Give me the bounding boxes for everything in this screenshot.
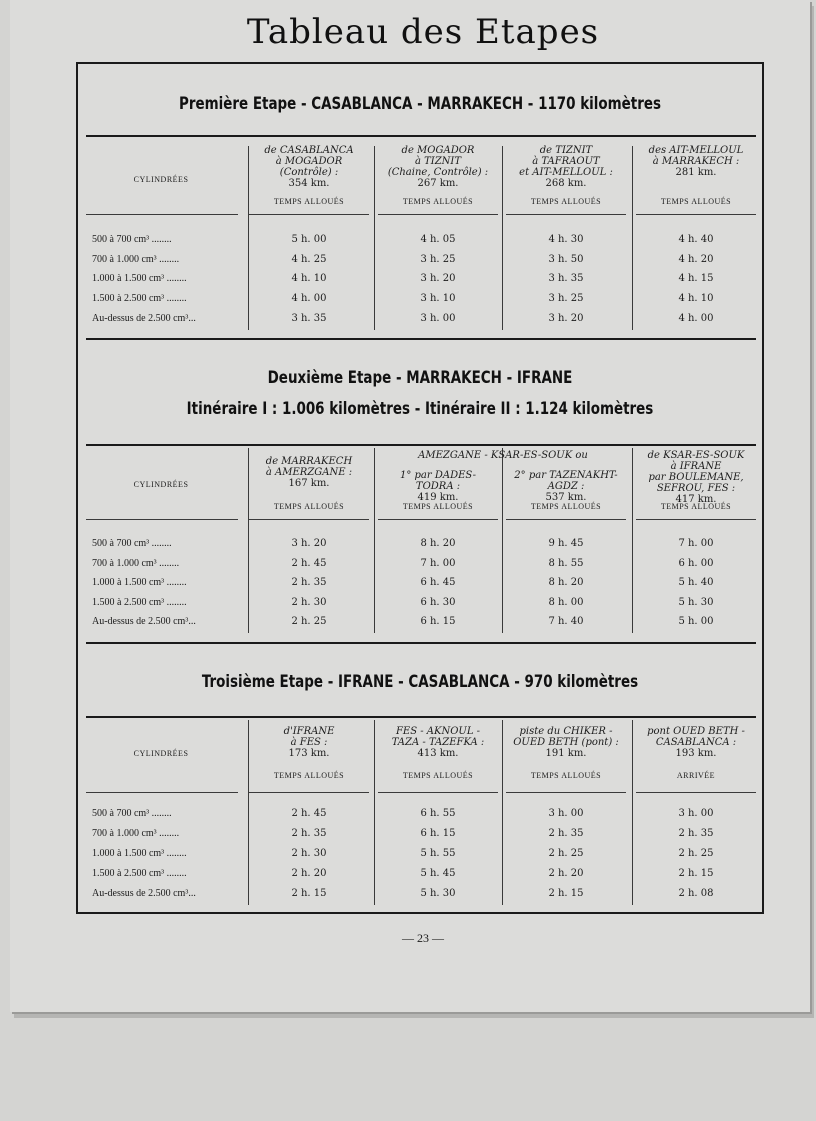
cylinder-range-label: Au-dessus de 2.500 cm³... <box>92 616 196 627</box>
column-header-line: d'IFRANE <box>283 726 335 737</box>
page-number: — 23 — <box>402 931 444 945</box>
header-underline <box>636 519 756 520</box>
cylinder-range-label: 700 à 1.000 cm³ ........ <box>92 254 180 265</box>
cylindrees-header: CYLINDRÉES <box>133 175 189 184</box>
column-distance: 413 km. <box>417 748 459 759</box>
column-header-line: à IFRANE <box>670 461 722 472</box>
cylindrees-header: CYLINDRÉES <box>133 749 189 758</box>
time-cell: 3 h. 20 <box>291 538 327 549</box>
time-cell: 8 h. 00 <box>548 597 584 608</box>
time-cell: 5 h. 45 <box>420 868 456 879</box>
time-cell: 6 h. 45 <box>420 577 456 588</box>
temps-alloues-label: ARRIVÉE <box>676 771 716 780</box>
time-cell: 4 h. 25 <box>291 254 327 265</box>
cylindrees-header: CYLINDRÉES <box>133 480 189 489</box>
section-bottom-rule <box>86 912 756 914</box>
time-cell: 3 h. 00 <box>548 808 584 819</box>
time-cell: 3 h. 20 <box>548 313 584 324</box>
column-header <box>502 470 630 503</box>
header-underline <box>506 792 626 793</box>
time-cell: 2 h. 35 <box>678 828 714 839</box>
temps-alloues-label: TEMPS ALLOUÉS <box>402 771 474 780</box>
temps-alloues-label: TEMPS ALLOUÉS <box>660 502 732 511</box>
column-distance: 281 km. <box>675 167 717 178</box>
column-header-line: (Contrôle) : <box>279 167 339 178</box>
time-cell: 4 h. 00 <box>678 313 714 324</box>
column-header <box>502 145 630 189</box>
time-cell: 5 h. 30 <box>678 597 714 608</box>
column-distance: 167 km. <box>288 478 330 489</box>
header-underline <box>249 519 369 520</box>
time-cell: 3 h. 20 <box>420 273 456 284</box>
stage-title: Première Etape - CASABLANCA - MARRAKECH - 1170 kilomètres <box>178 94 662 114</box>
column-header-line: à MOGADOR <box>275 156 343 167</box>
time-cell: 7 h. 00 <box>420 558 456 569</box>
time-cell: 8 h. 20 <box>548 577 584 588</box>
column-distance: 354 km. <box>288 178 330 189</box>
time-cell: 2 h. 25 <box>678 848 714 859</box>
time-cell: 7 h. 00 <box>678 538 714 549</box>
header-underline <box>378 519 498 520</box>
column-header-line: de TIZNIT <box>539 145 593 156</box>
time-cell: 3 h. 10 <box>420 293 456 304</box>
time-cell: 2 h. 30 <box>291 597 327 608</box>
time-cell: 2 h. 08 <box>678 888 714 899</box>
time-cell: 6 h. 30 <box>420 597 456 608</box>
column-header-line: 2° par TAZENAKHT- <box>514 470 618 481</box>
temps-alloues-label: TEMPS ALLOUÉS <box>530 502 602 511</box>
header-underline <box>506 214 626 215</box>
group-header: AMEZGANE - KSAR-ES-SOUK ou <box>418 450 588 461</box>
time-cell: 3 h. 00 <box>678 808 714 819</box>
time-cell: 2 h. 20 <box>291 868 327 879</box>
time-cell: 6 h. 15 <box>420 828 456 839</box>
time-cell: 2 h. 35 <box>291 828 327 839</box>
time-cell: 2 h. 15 <box>548 888 584 899</box>
section-top-rule <box>86 135 756 137</box>
column-header-line: OUED BETH (pont) : <box>513 737 619 748</box>
section-top-rule <box>86 716 756 718</box>
page-title: Tableau des Etapes <box>246 12 600 52</box>
header-underline <box>506 519 626 520</box>
cylinder-range-label: 1.000 à 1.500 cm³ ........ <box>92 577 187 588</box>
column-header-line: piste du CHIKER - <box>519 726 613 737</box>
temps-alloues-label: TEMPS ALLOUÉS <box>273 502 345 511</box>
time-cell: 4 h. 15 <box>678 273 714 284</box>
time-cell: 5 h. 40 <box>678 577 714 588</box>
cylinder-range-label: 1.500 à 2.500 cm³ ........ <box>92 868 187 879</box>
column-distance: 191 km. <box>545 748 587 759</box>
cylinder-range-label: Au-dessus de 2.500 cm³... <box>92 313 196 324</box>
time-cell: 2 h. 45 <box>291 558 327 569</box>
cylinder-range-label: 500 à 700 cm³ ........ <box>92 234 172 245</box>
cylinder-range-label: 1.500 à 2.500 cm³ ........ <box>92 293 187 304</box>
column-header-line: et AIT-MELLOUL : <box>519 167 613 178</box>
cylinder-range-label: 700 à 1.000 cm³ ........ <box>92 558 180 569</box>
header-underline <box>636 214 756 215</box>
time-cell: 2 h. 35 <box>548 828 584 839</box>
column-header <box>245 145 373 189</box>
column-header-line: de MARRAKECH <box>265 456 353 467</box>
time-cell: 2 h. 35 <box>291 577 327 588</box>
column-header-line: de KSAR-ES-SOUK <box>647 450 745 461</box>
stage-title: Troisième Etape - IFRANE - CASABLANCA - 970 kilomètres <box>201 672 639 692</box>
cylinder-range-label: 1.500 à 2.500 cm³ ........ <box>92 597 187 608</box>
temps-alloues-label: TEMPS ALLOUÉS <box>530 197 602 206</box>
section-top-rule <box>86 444 756 446</box>
temps-alloues-label: TEMPS ALLOUÉS <box>273 771 345 780</box>
time-cell: 4 h. 00 <box>291 293 327 304</box>
time-cell: 3 h. 25 <box>548 293 584 304</box>
header-underline <box>86 519 238 520</box>
time-cell: 5 h. 30 <box>420 888 456 899</box>
section-bottom-rule <box>86 338 756 340</box>
time-cell: 5 h. 00 <box>678 616 714 627</box>
column-header-line: de MOGADOR <box>401 145 475 156</box>
time-cell: 3 h. 35 <box>291 313 327 324</box>
stage-title: Itinéraire I : 1.006 kilomètres - Itinéraire II : 1.124 kilomètres <box>186 399 654 419</box>
temps-alloues-label: TEMPS ALLOUÉS <box>402 502 474 511</box>
time-cell: 3 h. 00 <box>420 313 456 324</box>
column-header-line: CASABLANCA : <box>655 737 737 748</box>
column-header-line: TAZA - TAZEFKA : <box>391 737 485 748</box>
column-header-line: AGDZ : <box>547 481 585 492</box>
column-header-line: à TAFRAOUT <box>532 156 600 167</box>
time-cell: 2 h. 45 <box>291 808 327 819</box>
temps-alloues-label: TEMPS ALLOUÉS <box>530 771 602 780</box>
time-cell: 3 h. 25 <box>420 254 456 265</box>
column-header <box>374 145 502 189</box>
time-cell: 9 h. 45 <box>548 538 584 549</box>
header-underline <box>86 214 238 215</box>
time-cell: 3 h. 35 <box>548 273 584 284</box>
section-bottom-rule <box>86 642 756 644</box>
column-header-line: (Chaine, Contrôle) : <box>387 167 489 178</box>
column-header-line: des AIT-MELLOUL <box>648 145 744 156</box>
time-cell: 4 h. 10 <box>291 273 327 284</box>
time-cell: 3 h. 50 <box>548 254 584 265</box>
header-underline <box>249 792 369 793</box>
column-distance: 193 km. <box>675 748 717 759</box>
time-cell: 4 h. 10 <box>678 293 714 304</box>
header-underline <box>249 214 369 215</box>
time-cell: 2 h. 20 <box>548 868 584 879</box>
time-cell: 8 h. 55 <box>548 558 584 569</box>
column-header <box>632 726 760 759</box>
column-header-line: à FES : <box>290 737 328 748</box>
time-cell: 4 h. 20 <box>678 254 714 265</box>
time-cell: 5 h. 55 <box>420 848 456 859</box>
column-distance: 267 km. <box>417 178 459 189</box>
cylinder-range-label: 1.000 à 1.500 cm³ ........ <box>92 273 187 284</box>
time-cell: 2 h. 15 <box>678 868 714 879</box>
temps-alloues-label: TEMPS ALLOUÉS <box>273 197 345 206</box>
column-header <box>374 470 502 503</box>
column-header-line: à TIZNIT <box>414 156 462 167</box>
column-header <box>632 145 760 178</box>
column-header <box>502 726 630 759</box>
cylinder-range-label: 500 à 700 cm³ ........ <box>92 538 172 549</box>
header-underline <box>378 792 498 793</box>
temps-alloues-label: TEMPS ALLOUÉS <box>402 197 474 206</box>
column-header <box>245 456 373 489</box>
time-cell: 2 h. 25 <box>548 848 584 859</box>
header-underline <box>636 792 756 793</box>
temps-alloues-label: TEMPS ALLOUÉS <box>660 197 732 206</box>
time-cell: 8 h. 20 <box>420 538 456 549</box>
header-underline <box>378 214 498 215</box>
column-header <box>245 726 373 759</box>
time-cell: 4 h. 30 <box>548 234 584 245</box>
column-header-line: pont OUED BETH - <box>647 726 745 737</box>
column-header-line: par BOULEMANE, <box>648 472 744 483</box>
time-cell: 4 h. 40 <box>678 234 714 245</box>
column-distance: 537 km. <box>545 492 587 503</box>
column-distance: 268 km. <box>545 178 587 189</box>
time-cell: 2 h. 15 <box>291 888 327 899</box>
column-header-line: à AMERZGANE : <box>265 467 353 478</box>
cylinder-range-label: 700 à 1.000 cm³ ........ <box>92 828 180 839</box>
time-cell: 2 h. 25 <box>291 616 327 627</box>
cylinder-range-label: 1.000 à 1.500 cm³ ........ <box>92 848 187 859</box>
column-distance: 173 km. <box>288 748 330 759</box>
stage-title: Deuxième Etape - MARRAKECH - IFRANE <box>267 368 573 388</box>
column-header-line: FES - AKNOUL - <box>395 726 481 737</box>
cylinder-range-label: Au-dessus de 2.500 cm³... <box>92 888 196 899</box>
column-header-line: 1° par DADES- <box>399 470 476 481</box>
time-cell: 6 h. 15 <box>420 616 456 627</box>
time-cell: 7 h. 40 <box>548 616 584 627</box>
column-distance: 419 km. <box>417 492 459 503</box>
cylinder-range-label: 500 à 700 cm³ ........ <box>92 808 172 819</box>
column-header-line: de CASABLANCA <box>264 145 354 156</box>
column-header-line: TODRA : <box>415 481 461 492</box>
column-distance: 417 km. <box>675 494 717 505</box>
column-header-line: à MARRAKECH : <box>652 156 740 167</box>
time-cell: 5 h. 00 <box>291 234 327 245</box>
time-cell: 2 h. 30 <box>291 848 327 859</box>
column-header <box>632 450 760 505</box>
time-cell: 4 h. 05 <box>420 234 456 245</box>
header-underline <box>86 792 238 793</box>
time-cell: 6 h. 55 <box>420 808 456 819</box>
column-header-line: SEFROU, FES : <box>656 483 736 494</box>
time-cell: 6 h. 00 <box>678 558 714 569</box>
column-header <box>374 726 502 759</box>
